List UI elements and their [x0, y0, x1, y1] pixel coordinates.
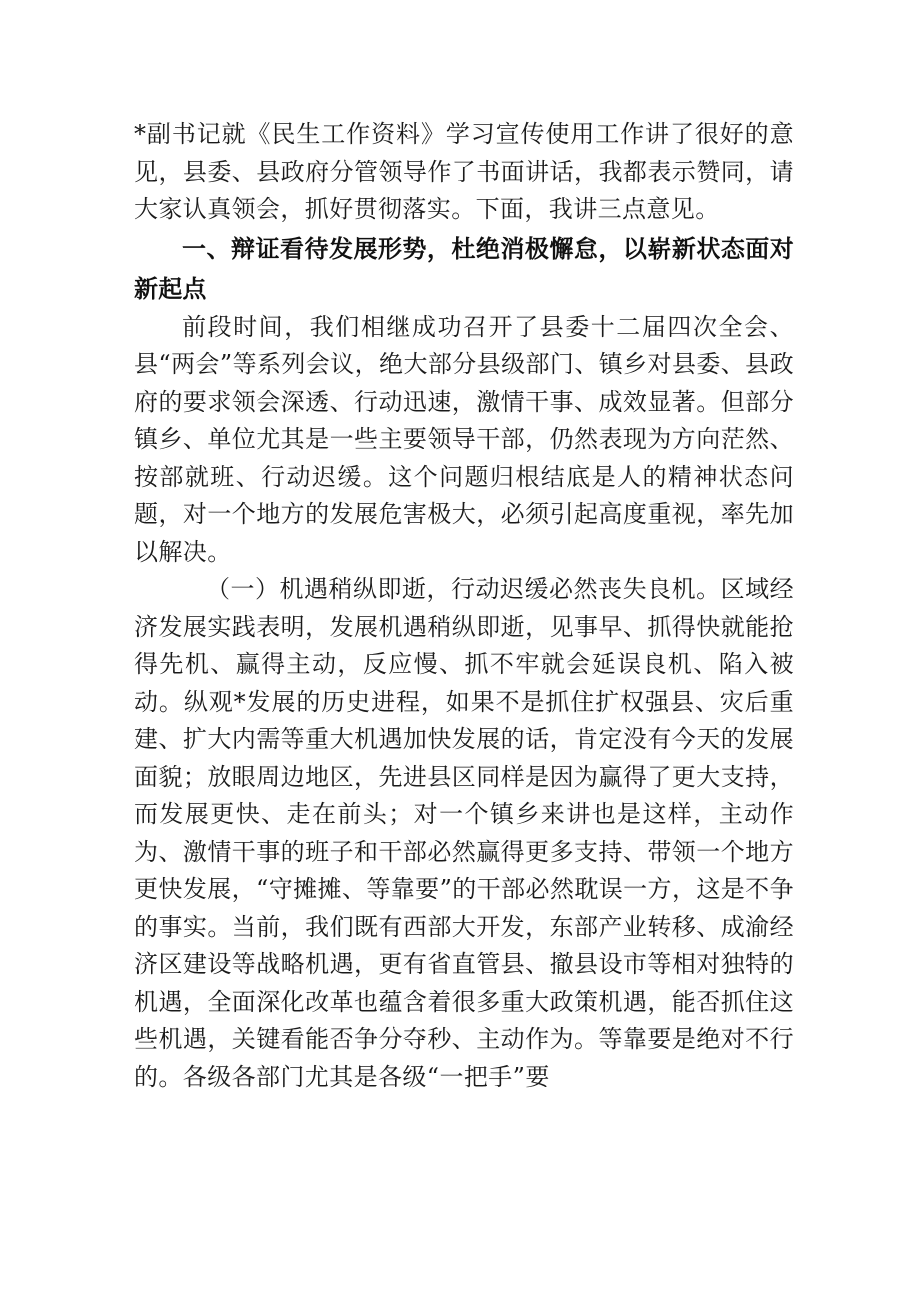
section-heading-1: 一、辩证看待发展形势，杜绝消极懈怠，以崭新状态面对新起点	[134, 234, 794, 303]
document-body	[134, 116, 794, 1096]
subsection-1-paragraph: （一）机遇稍纵即逝，行动迟缓必然丧失良机。区域经济发展实践表明，发展机遇稍纵即逝，见事早、抓得快就能抢得先机、赢得主动，反应慢、抓不牢就会延误良机、陷入被动。纵观*发展的历史进程，如果不是抓住扩权强县、灾后重建、扩大内需等重大机遇加快发展的话，肯定没有今天的发展面貌；放眼周边地区，先进县区同样是因为赢得了更大支持，而发展更快、走在前头；对一个镇乡来讲也是这样，主动作为、激情干事的班子和干部必然赢得更多支持、带领一个地方更快发展，“守摊摊、等靠要”的干部必然耽误一方，这是不争的事实。当前，我们既有西部大开发，东部产业转移、成渝经济区建设等战略机遇，更有省直管县、撤县设市等相对独特的机遇，全面深化改革也蕴含着很多重大政策机遇，能否抓住这些机遇，关键看能否争分夺秒、主动作为。等靠要是绝对不行的。各级各部门尤其是各级“一把手”要	[134, 575, 794, 1091]
opening-paragraph: *副书记就《民生工作资料》学习宣传使用工作讲了很好的意见，县委、县政府分管领导作了书面讲话，我都表示赞同，请大家认真领会，抓好贯彻落实。下面，我讲三点意见。	[134, 120, 794, 223]
section-1-paragraph: 前段时间，我们相继成功召开了县委十二届四次全会、县“两会”等系列会议，绝大部分县级部门、镇乡对县委、县政府的要求领会深透、行动迅速，激情干事、成效显著。但部分镇乡、单位尤其是一些主要领导干部，仍然表现为方向茫然、按部就班、行动迟缓。这个问题归根结底是人的精神状态问题，对一个地方的发展危害极大，必须引起高度重视，率先加以解决。	[134, 312, 794, 566]
